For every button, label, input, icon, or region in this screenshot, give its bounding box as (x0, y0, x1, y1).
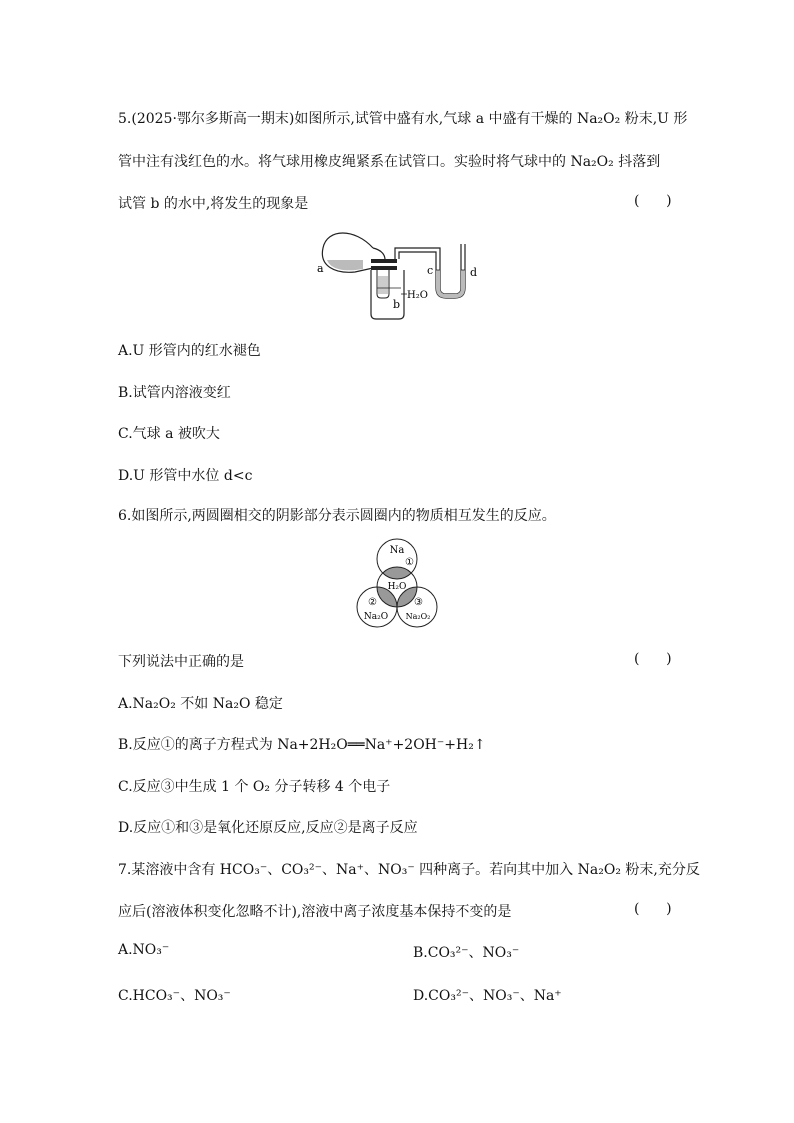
marker-2: ② (368, 597, 377, 608)
label-na2o: Na₂O (363, 612, 389, 622)
q6-venn-figure (352, 537, 442, 629)
q5-apparatus-figure (315, 226, 490, 322)
q5-option-a: A.U 形管内的红水褪色 (118, 343, 261, 359)
q7-answer-blank: ( ) (634, 901, 672, 917)
label-water: H₂O (407, 290, 428, 301)
q5-answer-blank: ( ) (634, 193, 672, 209)
q6-option-d: D.反应①和③是氧化还原反应,反应②是离子反应 (118, 820, 418, 836)
q5-option-c: C.气球 a 被吹大 (118, 426, 220, 442)
label-h2o: H₂O (387, 582, 407, 592)
label-b: b (393, 298, 401, 311)
q6-option-c: C.反应③中生成 1 个 O₂ 分子转移 4 个电子 (118, 779, 391, 795)
q7-stem-line2: 应后(溶液体积变化忽略不计),溶液中离子浓度基本保持不变的是 (118, 904, 512, 920)
label-d: d (470, 266, 478, 279)
q6-stem: 6.如图所示,两圆圈相交的阴影部分表示圆圈内的物质相互发生的反应。 (118, 508, 556, 524)
q7-option-d: D.CO₃²⁻、NO₃⁻、Na⁺ (413, 988, 562, 1004)
label-c: c (427, 264, 434, 277)
q6-question: 下列说法中正确的是 (118, 654, 244, 670)
q5-option-d: D.U 形管中水位 d<c (118, 468, 253, 484)
q7-stem-line1: 7.某溶液中含有 HCO₃⁻、CO₃²⁻、Na⁺、NO₃⁻ 四种离子。若向其中加入 Na₂O₂ 粉末,充分反 (118, 862, 700, 878)
q5-stem-line1: 5.(2025·鄂尔多斯高一期末)如图所示,试管中盛有水,气球 a 中盛有干燥的 Na₂O₂ 粉末,U 形 (118, 111, 688, 127)
label-na: Na (389, 545, 405, 556)
q7-option-b: B.CO₃²⁻、NO₃⁻ (413, 945, 520, 961)
q5-option-b: B.试管内溶液变红 (118, 385, 231, 401)
q6-option-a: A.Na₂O₂ 不如 Na₂O 稳定 (118, 696, 283, 712)
rubber-band-bottom (371, 266, 397, 270)
q6-option-b: B.反应①的离子方程式为 Na+2H₂O══Na⁺+2OH⁻+H₂↑ (118, 737, 486, 753)
q5-stem-line2: 管中注有浅红色的水。将气球用橡皮绳紧系在试管口。实验时将气球中的 Na₂O₂ 抖落到 (118, 154, 661, 170)
label-a: a (317, 262, 324, 275)
marker-3: ③ (414, 597, 423, 608)
q6-answer-blank: ( ) (634, 651, 672, 667)
label-na2o2: Na₂O₂ (405, 612, 431, 621)
q5-stem-line3: 试管 b 的水中,将发生的现象是 (118, 196, 309, 212)
marker-1: ① (405, 557, 414, 568)
q7-option-c: C.HCO₃⁻、NO₃⁻ (118, 988, 231, 1004)
rubber-band-top (371, 259, 397, 263)
q7-option-a: A.NO₃⁻ (118, 942, 170, 958)
